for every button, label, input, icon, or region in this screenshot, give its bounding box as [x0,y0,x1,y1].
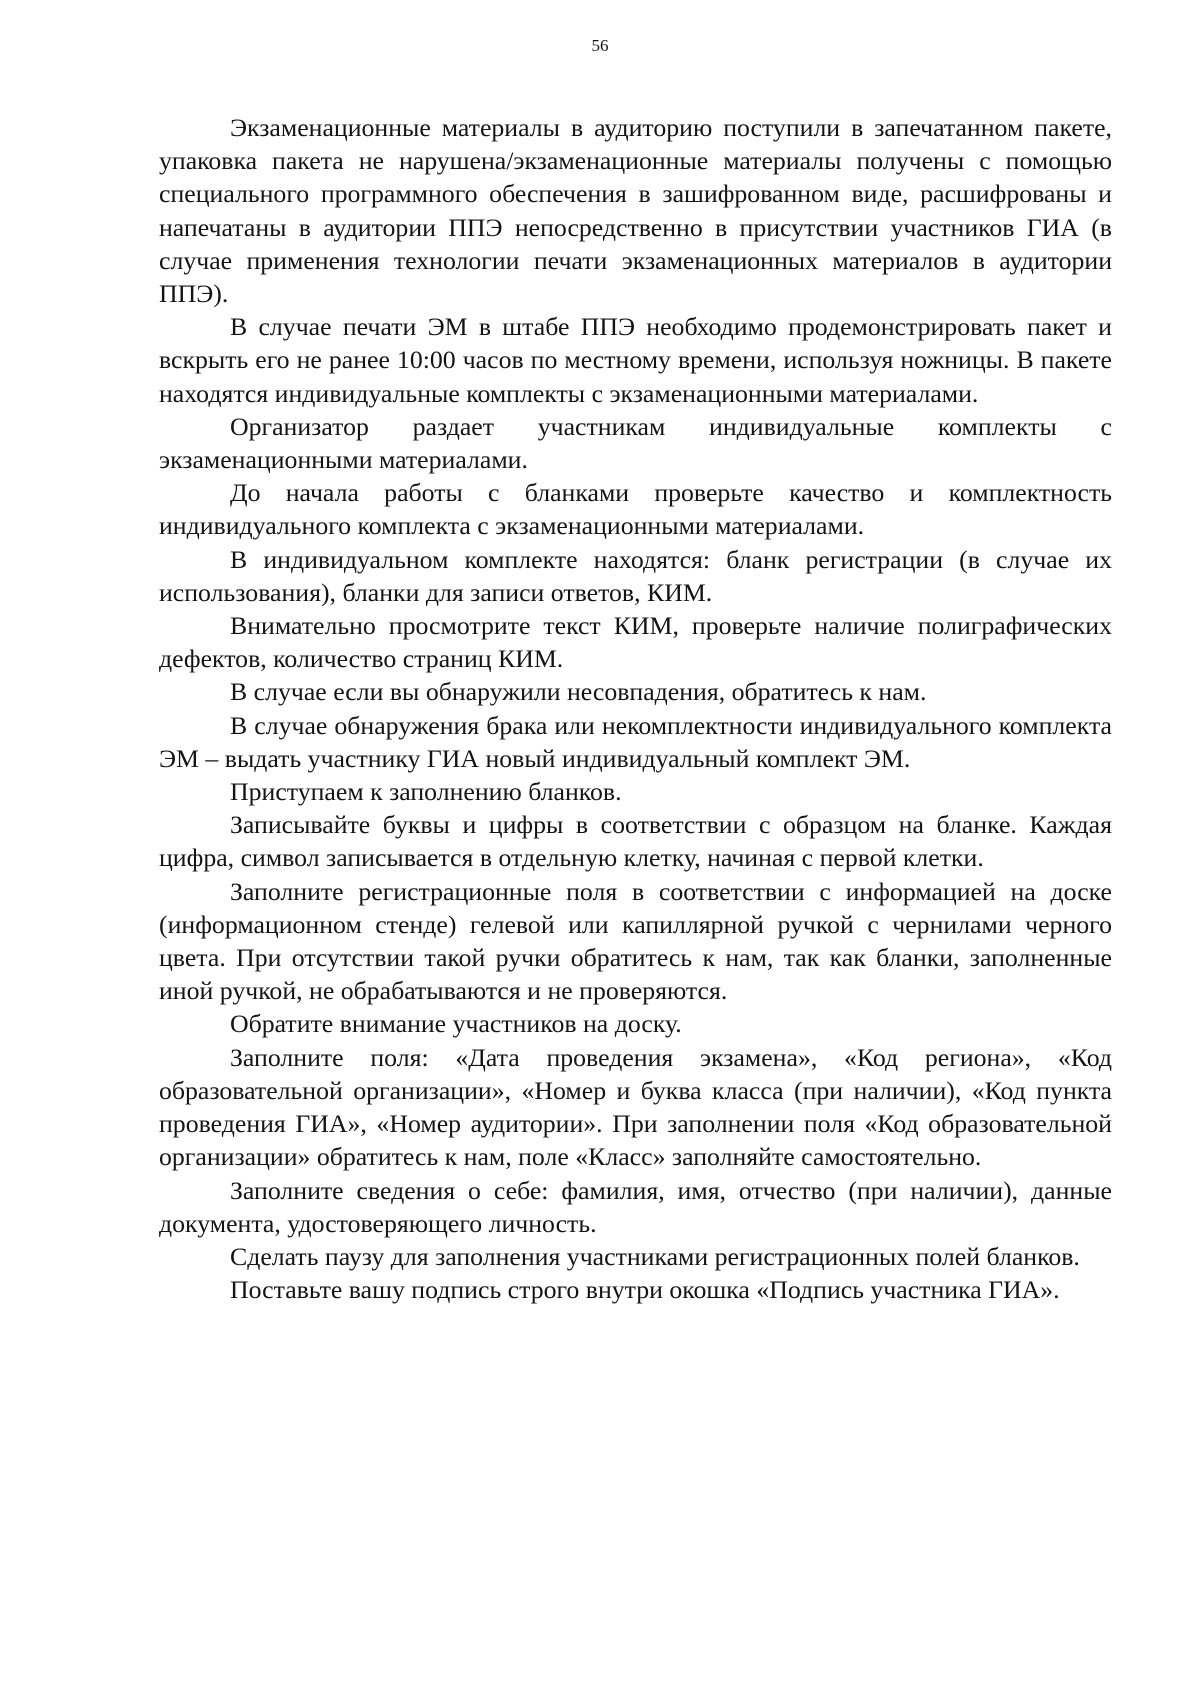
paragraph: Экзаменационные материалы в аудиторию поступили в запечатанном пакете, упаковка пакета не нарушена/экзаменационные материалы получены с помощью специального программного обеспечения в зашифрованном виде, расшифрованы и напечатаны в аудитории ППЭ непосредственно в присутствии участников ГИА (в случае применения технологии печати экзаменационных материалов в аудитории ППЭ). [159,113,1112,309]
paragraph: В случае обнаружения брака или некомплектности индивидуального комплекта ЭМ – выдать участнику ГИА новый индивидуальный комплект ЭМ. [159,710,1112,773]
paragraph: Заполните регистрационные поля в соответствии с информацией на доске (информационном стенде) гелевой или капиллярной ручкой с чернилами черного цвета. При отсутствии такой ручки обратитесь к нам, так как бланки, заполненные иной ручкой, не обрабатываются и не проверяются. [159,876,1112,1006]
paragraph: Заполните сведения о себе: фамилия, имя, отчество (при наличии), данные документа, удостоверяющего личность. [159,1175,1112,1238]
paragraph: Обратите внимание участников на доску. [230,1009,682,1039]
page-number: 56 [591,36,609,55]
paragraph: Поставьте вашу подпись строго внутри окошка «Подпись участника ГИА». [230,1275,1060,1305]
paragraph: Заполните поля: «Дата проведения экзамена», «Код региона», «Код образовательной организации», «Номер и буква класса (при наличии), «Код пункта проведения ГИА», «Номер аудитории». При заполнении поля «Код образовательной организации» обратитесь к нам, поле «Класс» заполняйте самостоятельно. [159,1042,1112,1172]
paragraph: Сделать паузу для заполнения участниками регистрационных полей бланков. [230,1241,1080,1271]
paragraph: В случае печати ЭМ в штабе ППЭ необходимо продемонстрировать пакет и вскрыть его не ранее 10:00 часов по местному времени, используя ножницы. В пакете находятся индивидуальные комплекты с экзаменационными материалами. [159,312,1112,408]
paragraph: Приступаем к заполнению бланков. [230,777,622,807]
paragraph: Организатор раздает участникам индивидуальные комплекты с экзаменационными материалами. [159,411,1112,475]
paragraph: В индивидуальном комплекте находятся: бланк регистрации (в случае их использования), бланки для записи ответов, КИМ. [159,544,1112,607]
paragraph: Записывайте буквы и цифры в соответствии с образцом на бланке. Каждая цифра, символ записывается в отдельную клетку, начиная с первой клетки. [159,810,1112,873]
paragraph: До начала работы с бланками проверьте качество и комплектность индивидуального комплекта с экзаменационными материалами. [159,478,1112,541]
paragraph: Внимательно просмотрите текст КИМ, проверьте наличие полиграфических дефектов, количество страниц КИМ. [159,611,1112,674]
paragraph: В случае если вы обнаружили несовпадения, обратитесь к нам. [230,677,927,707]
document-body [159,111,1112,1306]
